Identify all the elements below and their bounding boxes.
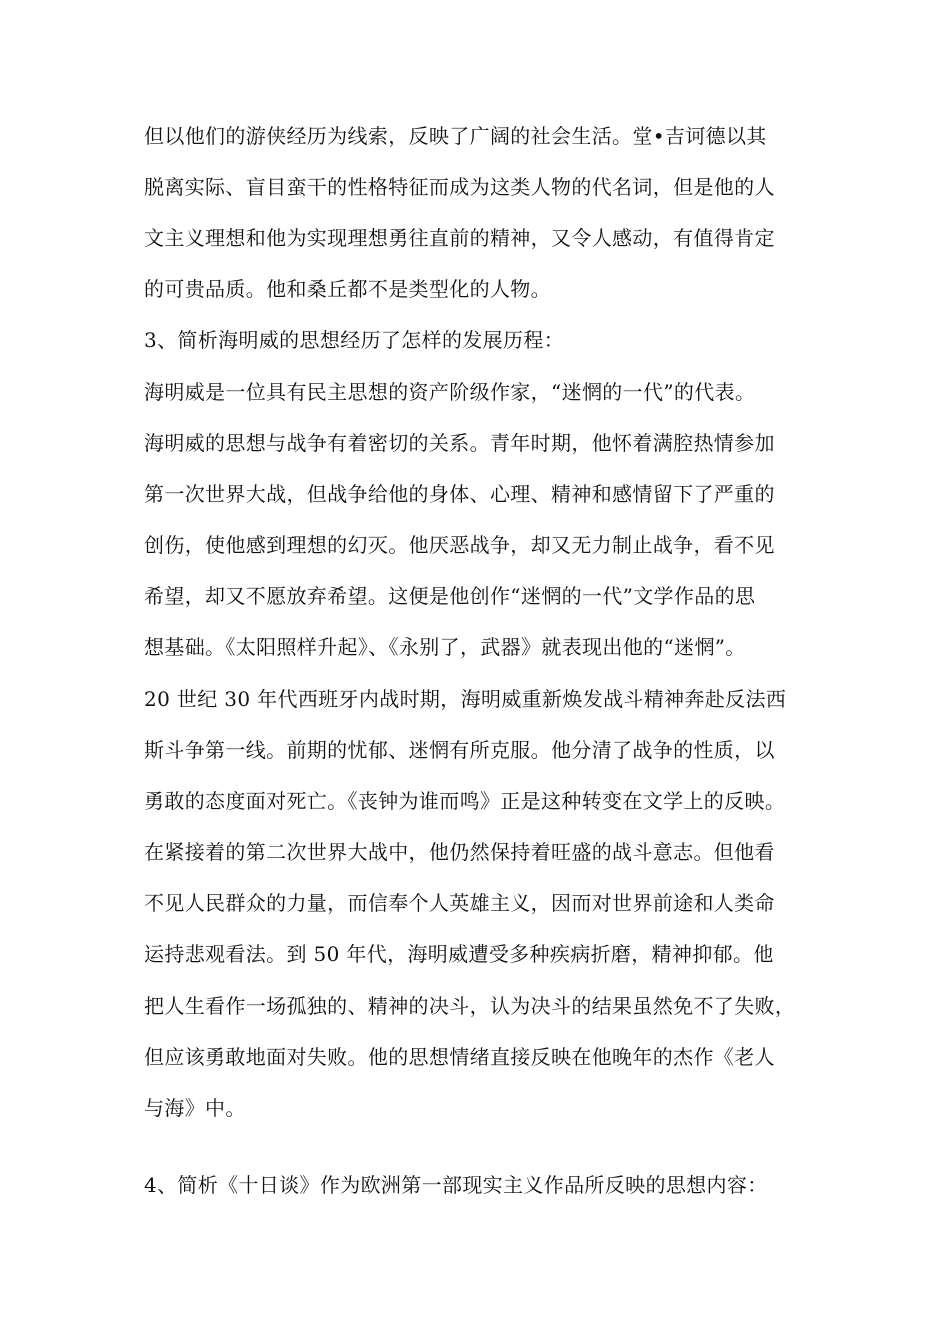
text-line: 与海》中。 bbox=[144, 1096, 246, 1120]
text-line: 20 世纪 30 年代西班牙内战时期，海明威重新焕发战斗精神奔赴反法西 bbox=[144, 687, 787, 711]
text-line: 希望，却又不愿放弃希望。这便是他创作“迷惘的一代”文学作品的思 bbox=[144, 584, 756, 608]
text-line: 海明威的思想与战争有着密切的关系。青年时期，他怀着满腔热情参加 bbox=[144, 431, 775, 455]
text-line: 脱离实际、盲目蛮干的性格特征而成为这类人物的代名词，但是他的人 bbox=[144, 175, 775, 199]
section-heading-3: 3、简析海明威的思想经历了怎样的发展历程： bbox=[144, 328, 565, 352]
text-line: 在紧接着的第二次世界大战中，他仍然保持着旺盛的战斗意志。但他看 bbox=[144, 840, 775, 864]
text-line: 第一次世界大战，但战争给他的身体、心理、精神和感情留下了严重的 bbox=[144, 482, 775, 506]
text-line: 但以他们的游侠经历为线索，反映了广阔的社会生活。堂•吉诃德以其 bbox=[144, 124, 767, 148]
text-line: 海明威是一位具有民主思想的资产阶级作家，“迷惘的一代”的代表。 bbox=[144, 380, 756, 404]
text-line: 运持悲观看法。到 50 年代，海明威遭受多种疾病折磨，精神抑郁。他 bbox=[144, 942, 774, 966]
text-line: 斯斗争第一线。前期的忧郁、迷惘有所克服。他分清了战争的性质，以 bbox=[144, 738, 775, 762]
text-line: 的可贵品质。他和桑丘都不是类型化的人物。 bbox=[144, 277, 551, 301]
section-heading-4: 4、简析《十日谈》作为欧洲第一部现实主义作品所反映的思想内容： bbox=[144, 1173, 768, 1197]
text-line: 文主义理想和他为实现理想勇往直前的精神，又令人感动，有值得肯定 bbox=[144, 226, 775, 250]
text-line: 不见人民群众的力量，而信奉个人英雄主义，因而对世界前途和人类命 bbox=[144, 891, 775, 915]
text-line: 把人生看作一场孤独的、精神的决斗，认为决斗的结果虽然免不了失败， bbox=[144, 994, 796, 1018]
text-line: 但应该勇敢地面对失败。他的思想情绪直接反映在他晚年的杰作《老人 bbox=[144, 1045, 775, 1069]
text-line: 想基础。《太阳照样升起》、《永别了，武器》就表现出他的“迷惘”。 bbox=[144, 635, 746, 659]
text-line: 勇敢的态度面对死亡。《丧钟为谁而鸣》正是这种转变在文学上的反映。 bbox=[144, 789, 786, 813]
text-line: 创伤，使他感到理想的幻灭。他厌恶战争，却又无力制止战争，看不见 bbox=[144, 533, 775, 557]
